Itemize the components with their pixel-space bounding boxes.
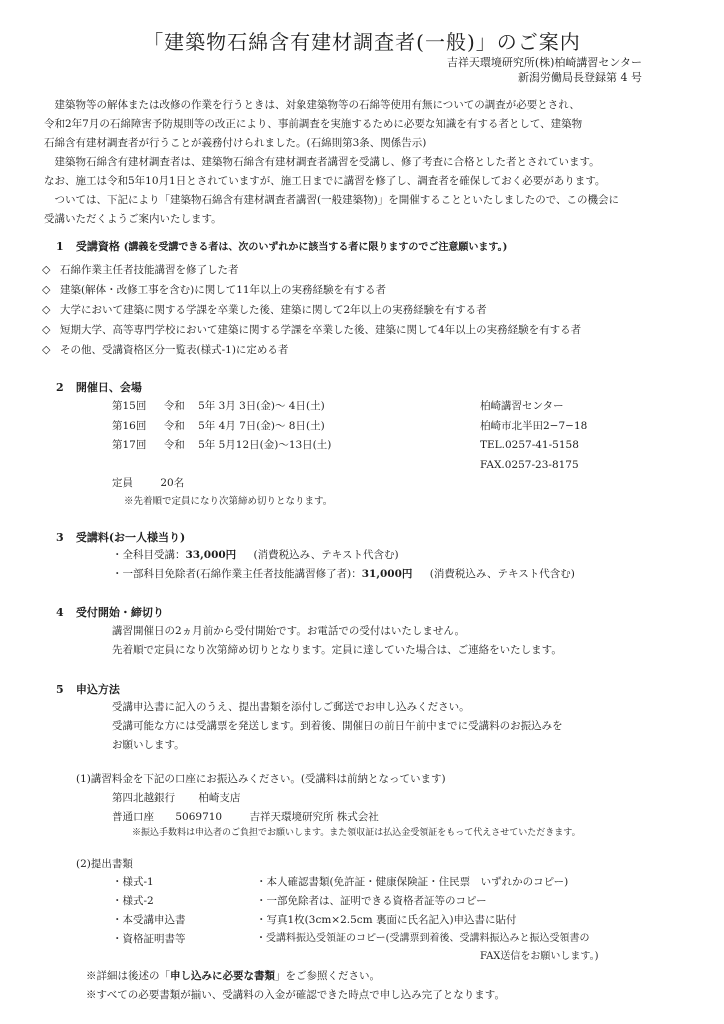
section-number: 4	[56, 606, 64, 619]
section-2-heading	[56, 381, 142, 395]
fee-value: 31,000円	[361, 568, 413, 580]
fee-label: ・一部科目免除者(石綿作業主任者技能講習修了者)：	[112, 568, 362, 580]
reception-line: 講習開催日の2ヵ月前から受付開始です。お電話での受付はいたしません。	[112, 625, 465, 637]
intro-line: 令和2年7月の石綿障害予防規則等の改正により、事前調査を実施するために必要な知識を有する者として、建築物	[44, 118, 583, 130]
application-line: 受講申込書に記入のうえ、提出書類を添付しご郵送でお申し込みください。	[112, 701, 470, 713]
section-number: 5	[56, 683, 64, 696]
session-number: 第16回	[112, 420, 147, 432]
registration-number: 新潟労働局長登録第 4 号	[518, 71, 642, 84]
qualification-text: 短期大学、高等専門学校において建築に関する学課を卒業した後、建築に関して4年以上の実務経験を有する者	[60, 324, 582, 336]
intro-paragraph	[44, 96, 684, 229]
section-4-heading	[56, 606, 164, 620]
bank-name: 第四北越銀行	[112, 792, 175, 804]
page-title: 「建築物石綿含有建材調査者(一般)」のご案内	[143, 30, 581, 54]
application-line: 受講可能な方には受講票を発送します。到着後、開催日の前日午前中までに受講料のお振込みを	[112, 720, 563, 732]
qualification-text: その他、受講資格区分一覧表(様式-1)に定める者	[60, 344, 289, 356]
intro-line: 受講いただくようご案内いたします。	[44, 213, 222, 225]
diamond-bullet-icon: ◇	[42, 323, 51, 336]
venue-address: 柏崎市北半田2−7−18	[480, 420, 588, 432]
fee-row-partial	[112, 568, 575, 581]
diamond-bullet-icon: ◇	[42, 303, 51, 316]
fee-value: 33,000円	[185, 549, 237, 561]
doc-left: ・資格証明書等	[112, 933, 186, 945]
qualification-text: 石綿作業主任者技能講習を修了した者	[60, 264, 239, 276]
session-date: 5年 3月 3日(金)〜 4日(土)	[198, 400, 325, 412]
footnote-details	[86, 970, 380, 983]
doc-right: ・本人確認書類(免許証・健康保険証・住民票 いずれかのコピー)	[256, 876, 569, 888]
account-type: 普通口座	[112, 811, 154, 823]
doc-right: ・一部免除者は、証明できる資格者証等のコピー	[256, 895, 487, 907]
qualification-item	[42, 303, 487, 317]
diamond-bullet-icon: ◇	[42, 283, 51, 296]
application-line: お願いします。	[112, 739, 185, 751]
bank-fee-note: ※振込手数料は申込者のご負担でお願いします。また領収証は払込金受領証をもって代えさせていただきます。	[132, 828, 581, 838]
doc-left: ・本受講申込書	[112, 914, 186, 926]
account-number: 5069710	[175, 811, 223, 823]
session-date: 5年 4月 7日(金)〜 8日(土)	[198, 420, 325, 432]
section-title: 受付開始・締切り	[75, 606, 164, 619]
section-1-heading	[56, 240, 507, 255]
footnote-completion: ※すべての必要書類が揃い、受講料の入金が確認できた時点で申し込み完了となります。	[86, 989, 505, 1001]
intro-line: 建築物等の解体または改修の作業を行うときは、対象建築物等の石綿等使用有無についての調査が必要とされ、	[54, 99, 580, 111]
venue-fax: FAX.0257-23-8175	[480, 459, 579, 471]
bank-branch: 柏崎支店	[198, 792, 241, 804]
doc-left: ・様式-2	[112, 895, 154, 907]
doc-right-continued: FAX送信をお願いします。)	[480, 951, 599, 962]
section-title: 開催日、会場	[75, 381, 142, 394]
section-title: 受講料(お一人様当り)	[75, 531, 186, 544]
capacity-label: 定員	[112, 477, 133, 489]
account-holder: 吉祥天環境研究所 株式会社	[249, 811, 379, 823]
diamond-bullet-icon: ◇	[42, 343, 51, 356]
section-number: 2	[56, 381, 64, 394]
capacity-note: ※先着順で定員になり次第締め切りとなります。	[124, 496, 333, 507]
intro-line: なお、施工は令和5年10月1日とされていますが、施工日までに講習を修了し、調査者を確保しておく必要があります。	[44, 175, 606, 187]
session-era: 令和	[163, 400, 185, 412]
qualification-item	[42, 283, 386, 297]
section-title: 受講資格	[75, 240, 120, 253]
intro-line: 建築物石綿含有建材調査者は、建築物石綿含有建材調査者講習を受講し、修了考査に合格とした者とされています。	[54, 156, 600, 168]
footnote-text: 」をご参照ください。	[275, 970, 380, 982]
session-row	[112, 400, 325, 413]
issuer-name: 吉祥天環境研究所(株)柏崎講習センター	[446, 56, 642, 69]
session-row	[112, 420, 325, 433]
intro-line: ついては、下記により「建築物石綿含有建材調査者講習(一般建築物)」を開催することといたしましたので、この機会に	[54, 194, 619, 206]
fee-note: (消費税込み、テキスト代含む)	[253, 549, 399, 561]
doc-right: ・受講料振込受領証のコピー(受講票到着後、受講料振込みと振込受領書の	[256, 933, 590, 944]
fee-note: (消費税込み、テキスト代含む)	[429, 568, 575, 580]
session-row	[112, 439, 331, 452]
section-5-heading	[56, 683, 120, 697]
session-date: 5年 5月12日(金)〜13日(土)	[198, 439, 332, 451]
footnote-text: ※詳細は後述の「	[86, 970, 170, 982]
capacity-row	[112, 477, 184, 490]
session-number: 第17回	[112, 439, 147, 451]
venue-tel: TEL.0257-41-5158	[480, 439, 579, 451]
session-number: 第15回	[112, 400, 147, 412]
qualification-item	[42, 343, 288, 357]
venue-name: 柏崎講習センター	[480, 400, 564, 412]
diamond-bullet-icon: ◇	[42, 263, 51, 276]
footnote-emphasis: 申し込みに必要な書類	[170, 970, 275, 982]
section-title: 申込方法	[75, 683, 120, 696]
qualification-text: 大学において建築に関する学課を卒業した後、建築に関して2年以上の実務経験を有する者	[60, 304, 487, 316]
capacity-value: 20名	[160, 477, 185, 489]
intro-line: 石綿含有建材調査者が行うことが義務付けられました。(石綿則第3条、関係告示)	[44, 137, 427, 149]
qualification-item	[42, 323, 581, 337]
bank-row	[112, 792, 240, 805]
qualification-text: 建築(解体・改修工事を含む)に関して11年以上の実務経験を有する者	[60, 284, 387, 296]
section-note: (講義を受講できる者は、次のいずれかに該当する者に限りますのでご注意願います。)	[123, 242, 508, 253]
bank-section-title: (1)講習料金を下記の口座にお振込みください。(受講料は前納となっています)	[76, 773, 446, 785]
fee-label: ・全科目受講：	[112, 549, 186, 561]
account-row	[112, 811, 379, 824]
doc-right: ・写真1枚(3cm×2.5cm 裏面に氏名記入)申込書に貼付	[256, 914, 517, 926]
qualification-item	[42, 263, 239, 277]
section-3-heading	[56, 531, 185, 545]
doc-left: ・様式-1	[112, 876, 154, 888]
session-era: 令和	[163, 420, 185, 432]
fee-row-full	[112, 549, 399, 562]
documents-title: (2)提出書類	[76, 858, 133, 870]
section-number: 1	[56, 240, 64, 253]
section-number: 3	[56, 531, 64, 544]
session-era: 令和	[163, 439, 185, 451]
reception-line: 先着順で定員になり次第締め切りとなります。定員に達していた場合は、ご連絡をいたします。	[112, 644, 562, 656]
